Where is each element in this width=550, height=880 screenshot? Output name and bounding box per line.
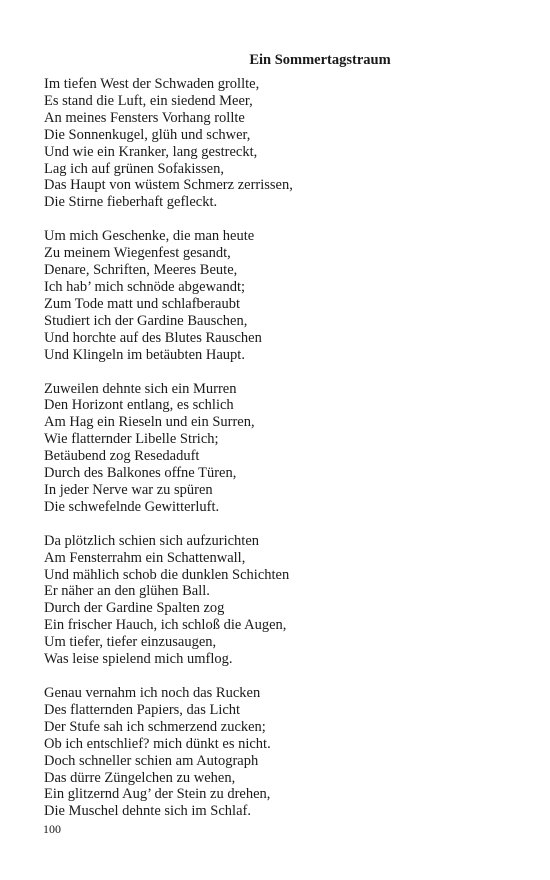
stanza <box>44 228 514 363</box>
poem-line: An meines Fensters Vorhang rollte <box>44 109 245 126</box>
poem-line: Lag ich auf grünen Sofakissen, <box>44 160 224 177</box>
poem-line: Ein frischer Hauch, ich schloß die Augen, <box>44 617 287 634</box>
poem-line: Was leise spielend mich umflog. <box>44 651 233 668</box>
poem-line: Studiert ich der Gardine Bauschen, <box>44 312 248 329</box>
poem-line: Durch der Gardine Spalten zog <box>44 600 225 617</box>
poem-line: Die Stirne fieberhaft gefleckt. <box>44 194 218 211</box>
poem-line: Es stand die Luft, ein siedend Meer, <box>44 92 253 109</box>
poem-line: Die Sonnenkugel, glüh und schwer, <box>44 126 251 143</box>
poem-line: Das dürre Züngelchen zu wehen, <box>44 769 236 786</box>
poem-line: Um mich Geschenke, die man heute <box>44 228 255 245</box>
poem-line: Und wie ein Kranker, lang gestreckt, <box>44 143 258 160</box>
stanza <box>44 381 514 516</box>
poem-line: Den Horizont entlang, es schlich <box>44 397 234 414</box>
poem-line: Doch schneller schien am Autograph <box>44 752 259 769</box>
poem-line: Denare, Schriften, Meeres Beute, <box>44 262 238 279</box>
poem-line: Durch des Balkones offne Türen, <box>44 465 237 482</box>
poem-line: Am Fensterrahm ein Schattenwall, <box>44 549 246 566</box>
poem-line: Und horchte auf des Blutes Rauschen <box>44 329 262 346</box>
poem-line: Des flatternden Papiers, das Licht <box>44 701 241 718</box>
poem-line: Betäubend zog Resedaduft <box>44 448 200 465</box>
poem-line: Der Stufe sah ich schmerzend zucken; <box>44 718 266 735</box>
poem-line: Ob ich entschlief? mich dünkt es nicht. <box>44 735 271 752</box>
poem-line: Genau vernahm ich noch das Rucken <box>44 685 261 701</box>
page-number: 100 <box>43 822 61 836</box>
poem-line: Und Klingeln im betäubten Haupt. <box>44 346 245 363</box>
stanza <box>44 533 514 668</box>
poem-line: Und mählich schob die dunklen Schichten <box>44 566 290 583</box>
poem-line: Am Hag ein Rieseln und ein Surren, <box>44 414 255 431</box>
poem-line: Zum Tode matt und schlafberaubt <box>44 295 241 312</box>
poem-line: Wie flatternder Libelle Strich; <box>44 431 219 448</box>
poem-line: Ich hab’ mich schnöde abgewandt; <box>44 278 246 295</box>
poem-line: Da plötzlich schien sich aufzurichten <box>44 532 260 549</box>
poem-line: Um tiefer, tiefer einzusaugen, <box>44 634 217 651</box>
poem-line: Zu meinem Wiegenfest gesandt, <box>44 245 231 262</box>
stanza <box>44 76 514 211</box>
poem-line: Das Haupt von wüstem Schmerz zerrissen, <box>44 177 293 194</box>
poem-line: In jeder Nerve war zu spüren <box>44 481 213 498</box>
poem-body <box>44 76 514 837</box>
poem-line: Zuweilen dehnte sich ein Murren <box>44 380 237 397</box>
poem-line: Die Muschel dehnte sich im Schlaf. <box>44 803 251 820</box>
poem-line: Die schwefelnde Gewitterluft. <box>44 498 220 515</box>
stanza <box>44 685 514 820</box>
poem-line: Im tiefen West der Schwaden grollte, <box>44 76 260 92</box>
poem-line: Ein glitzernd Aug’ der Stein zu drehen, <box>44 786 271 803</box>
poem-line: Er näher an den glühen Ball. <box>44 583 210 600</box>
poem-title: Ein Sommertagstraum <box>249 52 391 68</box>
